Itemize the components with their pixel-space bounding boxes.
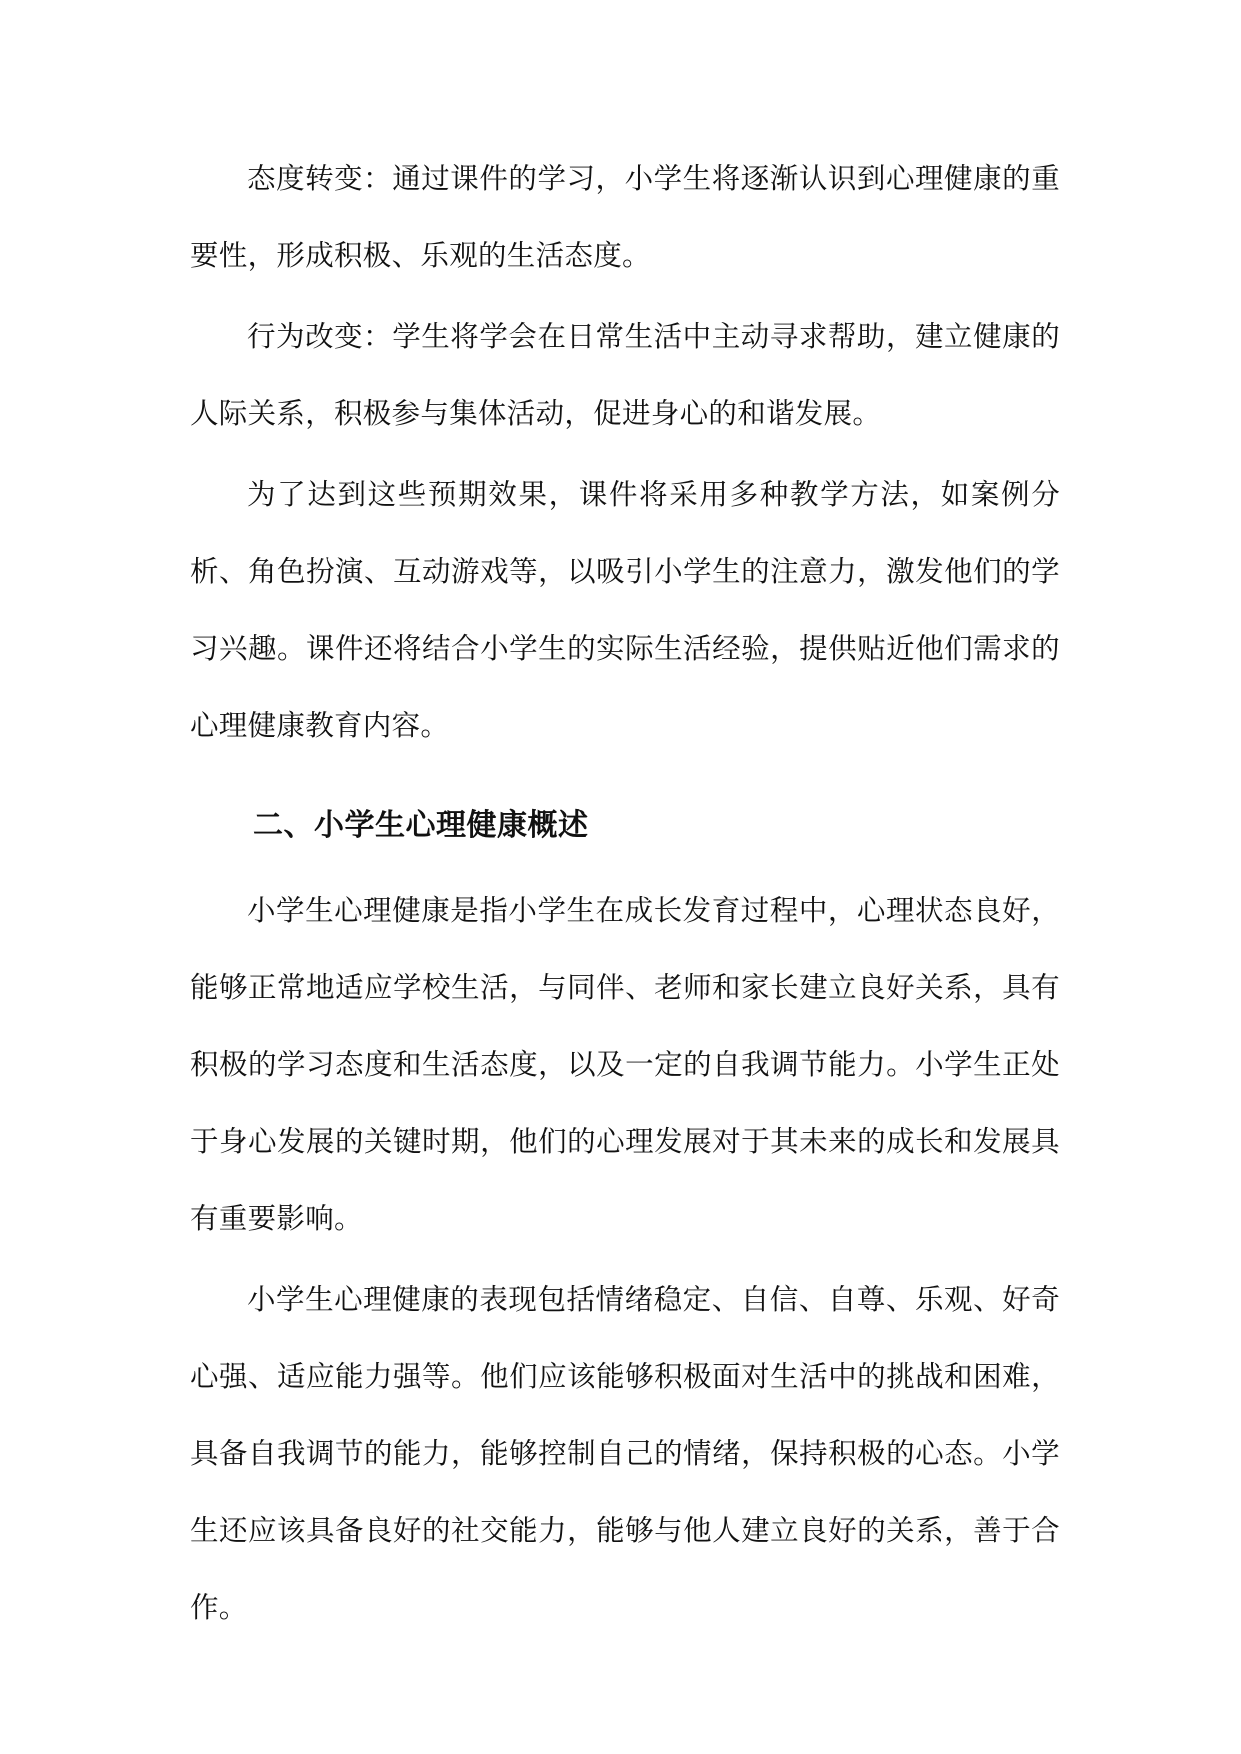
section-heading: 二、小学生心理健康概述 [253, 808, 589, 843]
paragraph-mental-health-definition: 小学生心理健康是指小学生在成长发育过程中，心理状态良好，能够正常地适应学校生活，与同伴、老师和家长建立良好关系，具有积极的学习态度和生活态度，以及一定的自我调节能力。小学生正处于身心发展的关键时期，他们的心理发展对于其未来的成长和发展具有重要影响。 [190, 894, 1060, 1235]
spacer [190, 846, 1060, 872]
paragraph-mental-health-signs: 小学生心理健康的表现包括情绪稳定、自信、自尊、乐观、好奇心强、适应能力强等。他们应该能够积极面对生活中的挑战和困难，具备自我调节的能力，能够控制自己的情绪，保持积极的心态。小学生还应该具备良好的社交能力，能够与他人建立良好的关系，善于合作。 [190, 1283, 1060, 1624]
paragraph-attitude-change: 态度转变：通过课件的学习，小学生将逐渐认识到心理健康的重要性，形成积极、乐观的生活态度。 [190, 162, 1060, 272]
page-content [190, 140, 1060, 1646]
paragraph-behavior-change: 行为改变：学生将学会在日常生活中主动寻求帮助，建立健康的人际关系，积极参与集体活动，促进身心的和谐发展。 [190, 320, 1060, 430]
paragraph-teaching-methods: 为了达到这些预期效果，课件将采用多种教学方法，如案例分析、角色扮演、互动游戏等，以吸引小学生的注意力，激发他们的学习兴趣。课件还将结合小学生的实际生活经验，提供贴近他们需求的心理健康教育内容。 [190, 478, 1060, 742]
spacer [190, 764, 1060, 806]
